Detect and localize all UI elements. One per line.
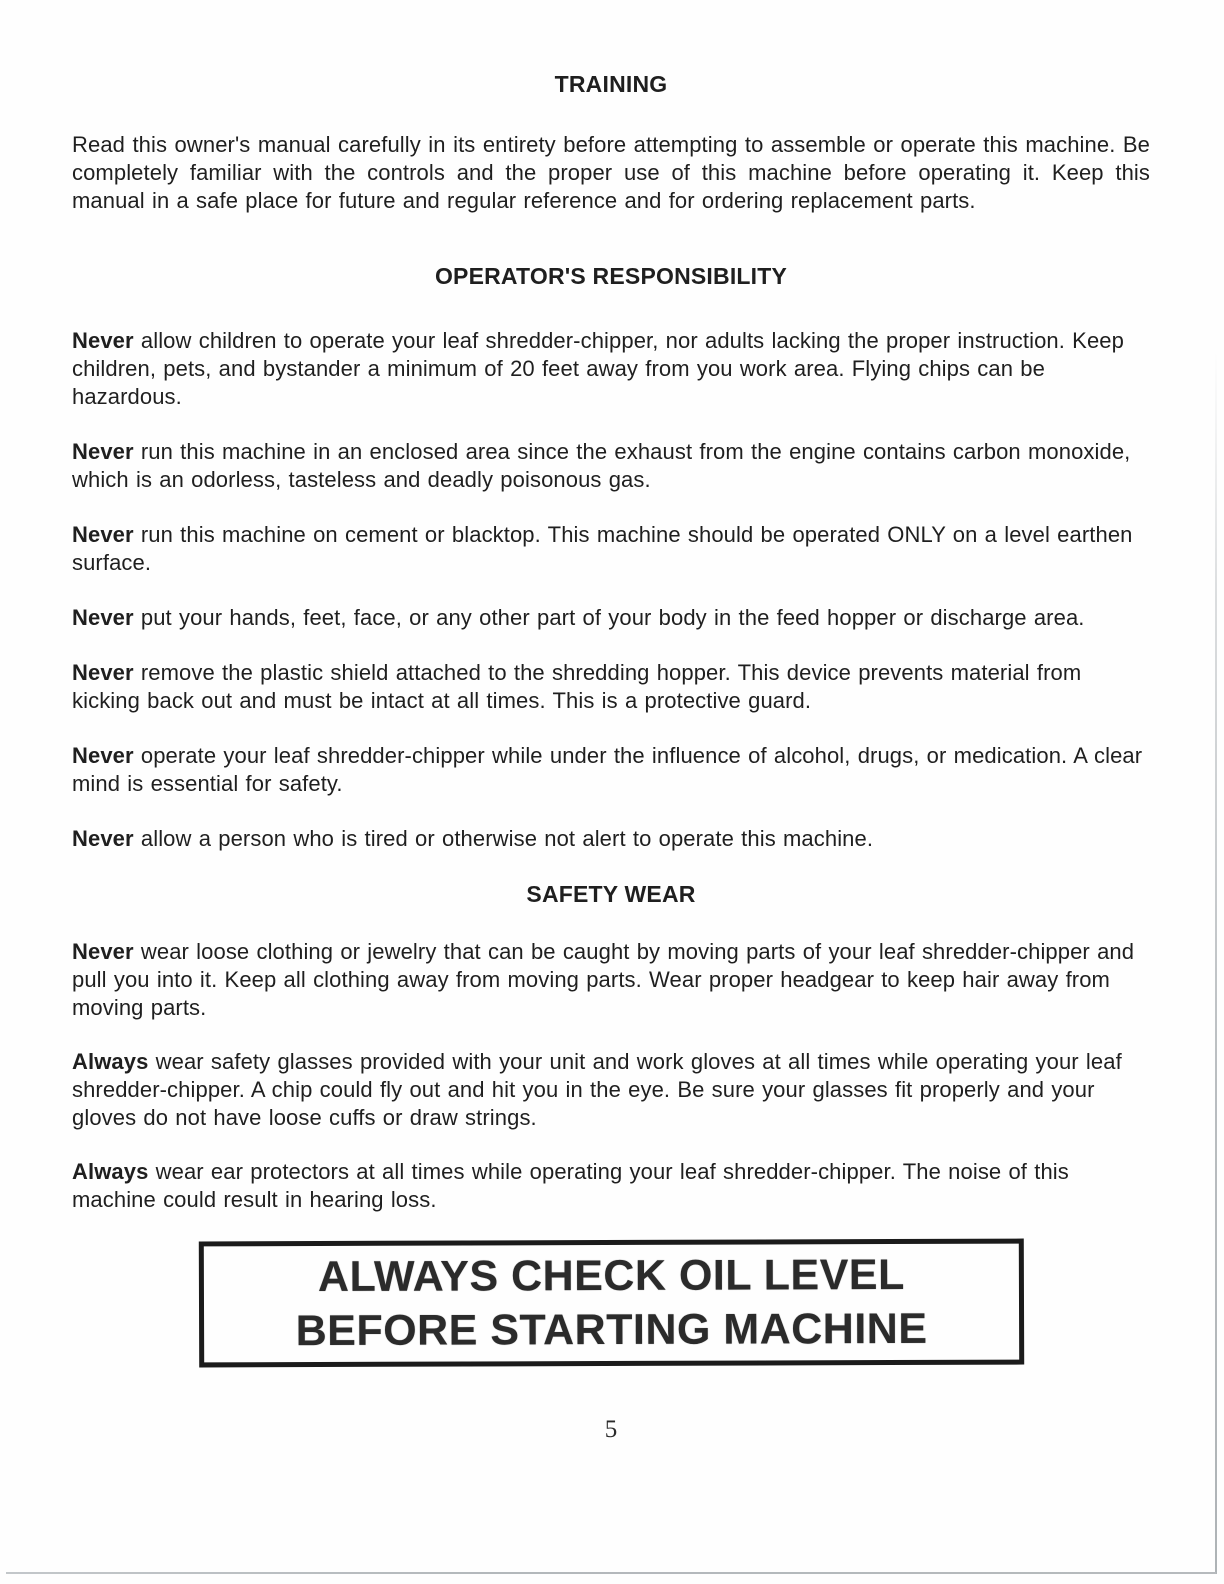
paragraph-text: wear safety glasses provided with your unit and work gloves at all times while operating your leaf shredder-chipper. A chip could fly out and hit you in the eye. Be sure your glasses fit properly and your gloves do not have loose cuffs or draw strings. bbox=[72, 1049, 1122, 1130]
paragraph-text: wear ear protectors at all times while operating your leaf shredder-chipper. The noise of this machine could result in hearing loss. bbox=[72, 1159, 1069, 1212]
paragraph-never-cement-blacktop bbox=[72, 521, 1150, 577]
scan-edge-line-bottom bbox=[6, 1572, 1216, 1574]
section-heading-safety-wear: SAFETY WEAR bbox=[526, 881, 696, 907]
paragraph-never-children bbox=[72, 327, 1150, 411]
paragraph-text: run this machine in an enclosed area since the exhaust from the engine contains carbon monoxide, which is an odorless, tasteless and deadly poisonous gas. bbox=[72, 439, 1131, 492]
lead-word: Never bbox=[72, 328, 134, 353]
paragraph-never-alcohol-drugs bbox=[72, 742, 1150, 798]
paragraph-text: put your hands, feet, face, or any other part of your body in the feed hopper or discharge area. bbox=[133, 605, 1085, 630]
paragraph-never-remove-shield bbox=[72, 659, 1150, 715]
lead-word: Always bbox=[72, 1159, 149, 1184]
page-number: 5 bbox=[604, 1416, 618, 1443]
lead-word: Never bbox=[72, 826, 134, 851]
paragraph-text: run this machine on cement or blacktop. This machine should be operated ONLY on a level earthen surface. bbox=[72, 522, 1133, 575]
lead-word: Never bbox=[72, 439, 134, 464]
paragraph-never-tired-person bbox=[72, 825, 1150, 853]
paragraph-text: Read this owner's manual carefully in its entirety before attempting to assemble or operate this machine. Be completely familiar with the controls and the proper use of this machine before operating it. Keep this manual in a safe place for future and regular reference and for ordering replacement parts. bbox=[72, 132, 1150, 213]
oil-level-warning-box bbox=[198, 1239, 1023, 1368]
warning-line-2: BEFORE STARTING MACHINE bbox=[295, 1304, 928, 1356]
paragraph-never-body-parts bbox=[72, 604, 1150, 632]
lead-word: Never bbox=[72, 939, 134, 964]
lead-word: Never bbox=[72, 605, 134, 630]
lead-word: Never bbox=[72, 522, 134, 547]
paragraph-text: allow children to operate your leaf shredder-chipper, nor adults lacking the proper instruction. Keep children, pets, and bystander a minimum of 20 feet away from you work area. Flying chips can be hazardous. bbox=[72, 328, 1124, 409]
section-heading-training: TRAINING bbox=[554, 71, 668, 97]
paragraph-text: operate your leaf shredder-chipper while under the influence of alcohol, drugs, or medication. A clear mind is essential for safety. bbox=[72, 743, 1143, 796]
lead-word: Always bbox=[72, 1049, 149, 1074]
paragraph-text: remove the plastic shield attached to the shredding hopper. This device prevents material from kicking back out and must be intact at all times. This is a protective guard. bbox=[72, 660, 1082, 713]
lead-word: Never bbox=[72, 743, 134, 768]
paragraph-always-safety-glasses bbox=[72, 1048, 1150, 1132]
paragraph-text: allow a person who is tired or otherwise not alert to operate this machine. bbox=[133, 826, 874, 851]
paragraph-training-intro bbox=[72, 131, 1150, 215]
section-heading-operators-responsibility: OPERATOR'S RESPONSIBILITY bbox=[434, 263, 788, 289]
paragraph-text: wear loose clothing or jewelry that can be caught by moving parts of your leaf shredder-chipper and pull you into it. Keep all clothing away from moving parts. Wear proper headgear to keep hair away from moving parts. bbox=[72, 939, 1135, 1020]
paragraph-always-ear-protectors bbox=[72, 1158, 1150, 1214]
paragraph-never-loose-clothing bbox=[72, 938, 1150, 1022]
warning-line-1: ALWAYS CHECK OIL LEVEL bbox=[317, 1250, 905, 1302]
lead-word: Never bbox=[72, 660, 134, 685]
paragraph-never-enclosed-area bbox=[72, 438, 1150, 494]
scan-edge-line-right bbox=[1215, 350, 1217, 1574]
